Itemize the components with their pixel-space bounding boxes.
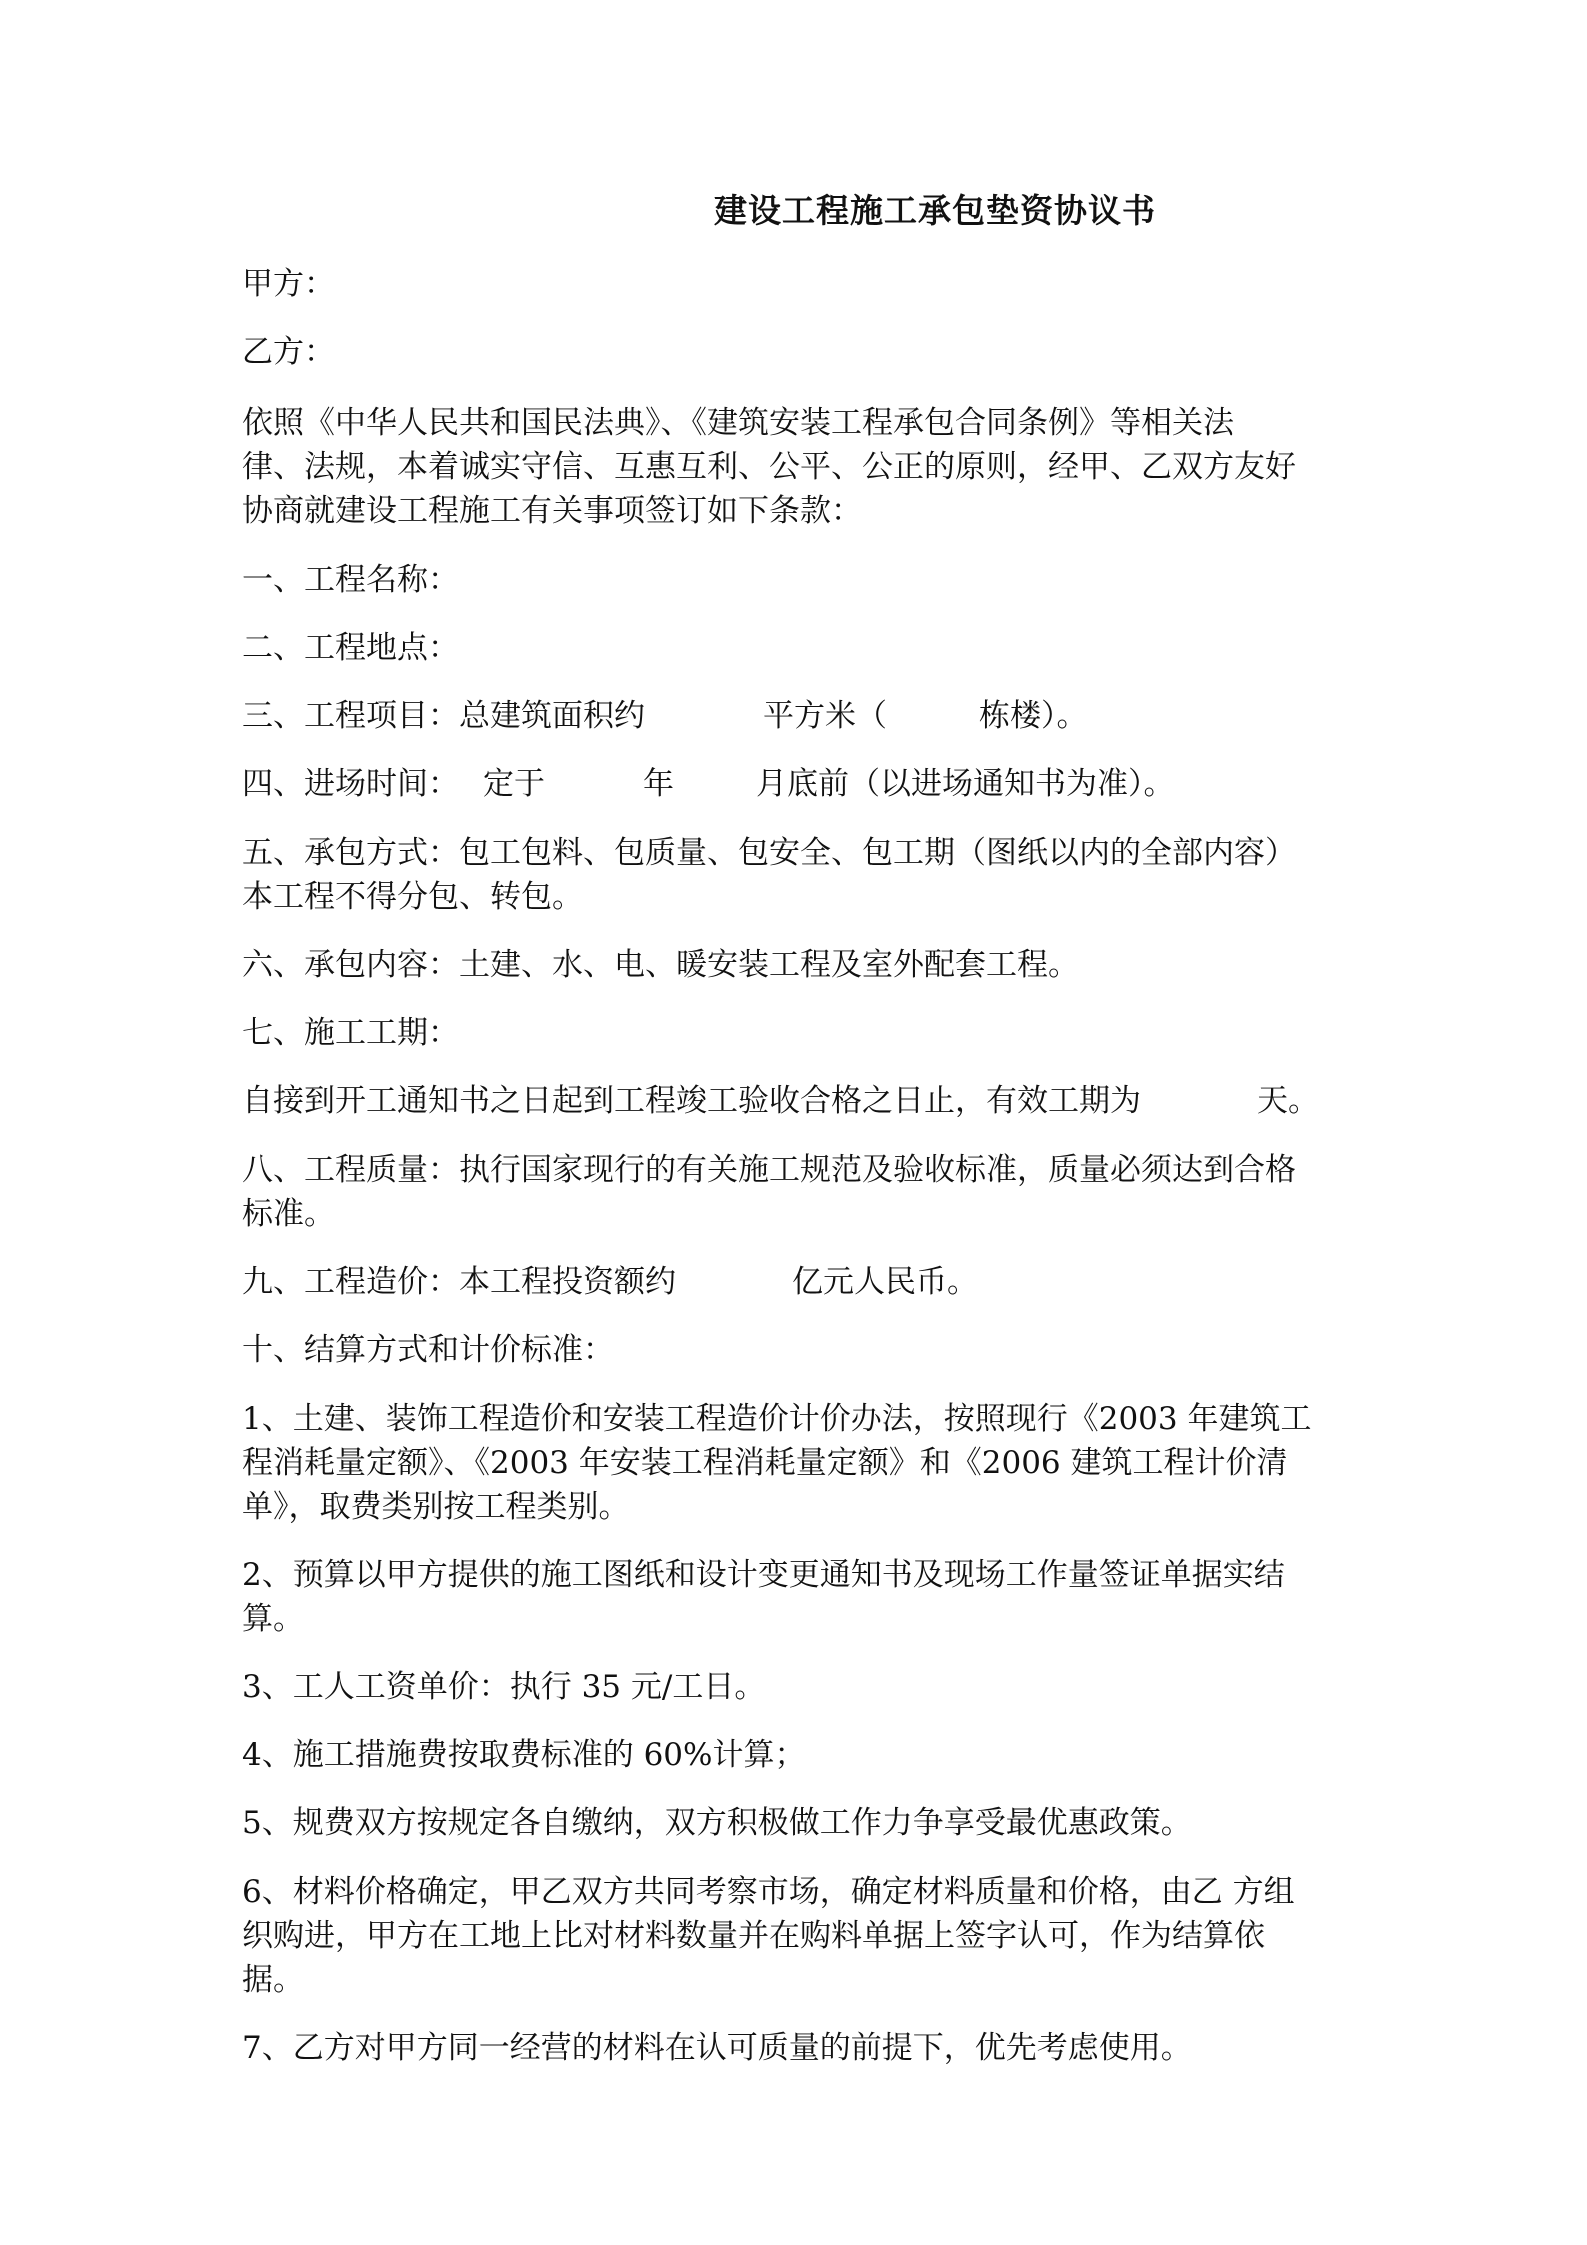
item-entry-time-a: 四、进场时间： bbox=[242, 766, 459, 802]
preamble-line-3: 协商就建设工程施工有关事项签订如下条款： bbox=[242, 493, 862, 529]
item-contract-mode-line-1: 五、承包方式：包工包料、包质量、包安全、包工期（图纸以内的全部内容） bbox=[242, 835, 1296, 871]
clause-2-line-2: 算。 bbox=[242, 1601, 304, 1637]
clause-3: 3、工人工资单价：执行 35 元/工日。 bbox=[242, 1669, 766, 1705]
item-period-detail bbox=[242, 1079, 1319, 1123]
clause-4: 4、施工措施费按取费标准的 60%计算； bbox=[242, 1737, 806, 1773]
item-contract-mode-line-2: 本工程不得分包、转包。 bbox=[242, 879, 583, 915]
item-project-scope bbox=[242, 694, 1088, 738]
clause-2-line-1: 2、预算以甲方提供的施工图纸和设计变更通知书及现场工作量签证单据实结 bbox=[242, 1557, 1285, 1593]
item-project-scope-a: 三、工程项目：总建筑面积约 bbox=[242, 698, 645, 734]
item-entry-time-d: 月底前（以进场通知书为准）。 bbox=[756, 766, 1175, 802]
item-settlement: 十、结算方式和计价标准： bbox=[242, 1332, 614, 1368]
item-entry-time-b: 定于 bbox=[483, 766, 545, 802]
clause-1-line-1: 1、土建、装饰工程造价和安装工程造价计价办法，按照现行《2003 年建筑工 bbox=[242, 1401, 1312, 1437]
party-b-line: 乙方： bbox=[242, 334, 335, 370]
item-construction-period: 七、施工工期： bbox=[242, 1015, 459, 1051]
clause-6-line-2: 织购进，甲方在工地上比对材料数量并在购料单据上签字认可，作为结算依 bbox=[242, 1918, 1265, 1954]
clause-5: 5、规费双方按规定各自缴纳，双方积极做工作力争享受最优惠政策。 bbox=[242, 1805, 1192, 1841]
item-period-detail-b: 天。 bbox=[1257, 1083, 1319, 1119]
item-period-detail-a: 自接到开工通知书之日起到工程竣工验收合格之日止，有效工期为 bbox=[242, 1083, 1141, 1119]
item-entry-time bbox=[242, 762, 1175, 806]
item-contract-content: 六、承包内容：土建、水、电、暖安装工程及室外配套工程。 bbox=[242, 947, 1079, 983]
preamble-line-2: 律、法规，本着诚实守信、互惠互利、公平、公正的原则，经甲、乙双方友好 bbox=[242, 449, 1296, 485]
item-project-location: 二、工程地点： bbox=[242, 630, 459, 666]
item-project-scope-c: 栋楼）。 bbox=[979, 698, 1088, 734]
item-project-scope-b: 平方米（ bbox=[763, 698, 887, 734]
clause-6-line-3: 据。 bbox=[242, 1962, 304, 1998]
item-cost-b: 亿元人民币。 bbox=[792, 1264, 978, 1300]
item-entry-time-c: 年 bbox=[643, 766, 674, 802]
document-title: 建设工程施工承包垫资协议书 bbox=[714, 191, 1156, 230]
item-project-name: 一、工程名称： bbox=[242, 562, 459, 598]
item-quality-line-1: 八、工程质量：执行国家现行的有关施工规范及验收标准，质量必须达到合格 bbox=[242, 1152, 1296, 1188]
clause-1-line-2: 程消耗量定额》、《2003 年安装工程消耗量定额》和《2006 建筑工程计价清 bbox=[242, 1445, 1288, 1481]
party-a-line: 甲方： bbox=[242, 266, 335, 302]
item-cost-a: 九、工程造价：本工程投资额约 bbox=[242, 1264, 676, 1300]
item-quality-line-2: 标准。 bbox=[242, 1196, 335, 1232]
clause-6-line-1: 6、材料价格确定，甲乙双方共同考察市场，确定材料质量和价格，由乙 方组 bbox=[242, 1874, 1295, 1910]
item-cost bbox=[242, 1260, 978, 1304]
clause-1-line-3: 单》，取费类别按工程类别。 bbox=[242, 1489, 630, 1525]
preamble-line-1: 依照《中华人民共和国民法典》、《建筑安装工程承包合同条例》等相关法 bbox=[242, 405, 1234, 441]
clause-7: 7、乙方对甲方同一经营的材料在认可质量的前提下，优先考虑使用。 bbox=[242, 2030, 1192, 2066]
